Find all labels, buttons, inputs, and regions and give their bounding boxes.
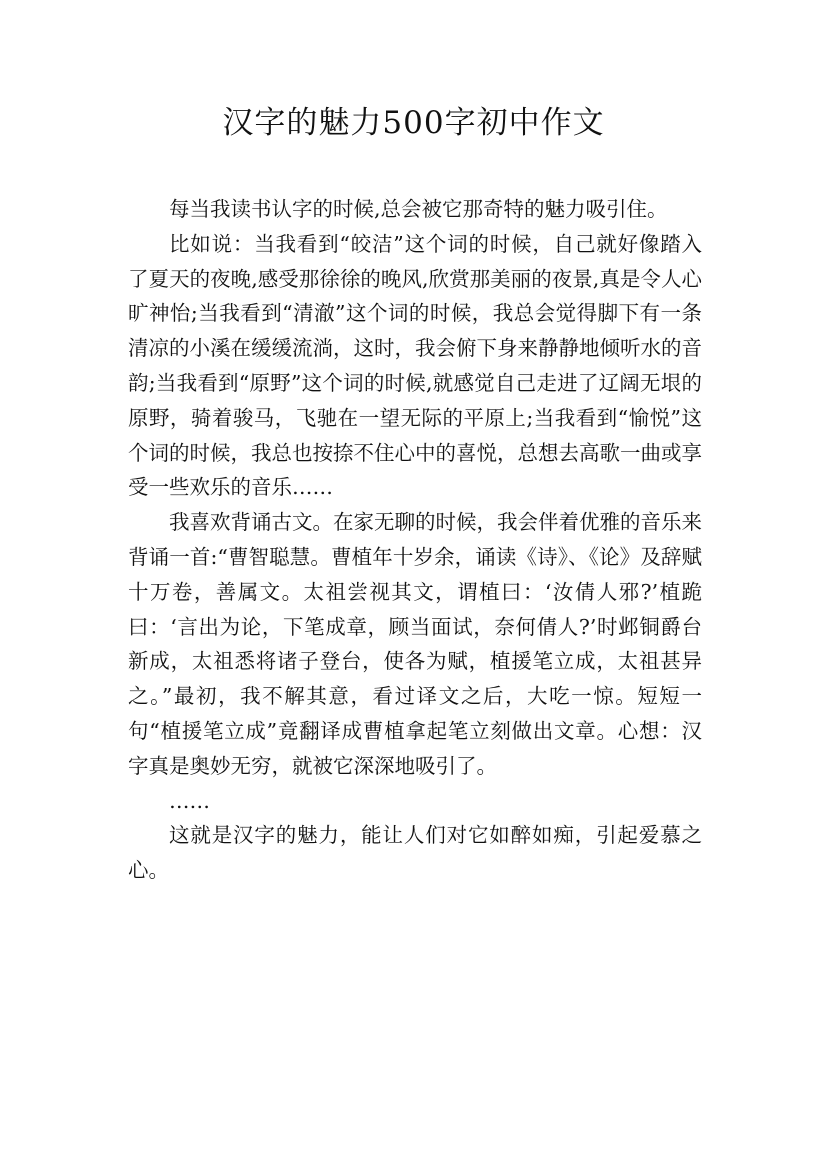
paragraph-classical-text: 我喜欢背诵古文。在家无聊的时候，我会伴着优雅的音乐来背诵一首:“曹智聪慧。曹植年十岁余，诵读《诗》、《论》及辞赋十万卷，善属文。太祖尝视其文，谓植曰：‘汝倩人邪?’植跪曰：‘言出为论，下笔成章，顾当面试，奈何倩人?’时邺铜爵台新成，太祖悉将诸子登台，使各为赋，植援笔立成，太祖甚异之。”最初，我不解其意，看过译文之后，大吃一惊。短短一句“植援笔立成”竟翻译成曹植拿起笔立刻做出文章。心想：汉字真是奥妙无穷，就被它深深地吸引了。 bbox=[128, 510, 702, 778]
paragraph-ellipsis: …… bbox=[169, 788, 210, 813]
paragraph-conclusion: 这就是汉字的魅力，能让人们对它如醉如痴，引起爱慕之心。 bbox=[128, 823, 702, 883]
paragraph-examples: 比如说：当我看到“皎洁”这个词的时候，自己就好像踏入了夏天的夜晚,感受那徐徐的晚风,欣赏那美丽的夜景,真是令人心旷神怡;当我看到“清澈”这个词的时候，我总会觉得脚下有一条清凉的小溪在缓缓流淌，这时，我会俯下身来静静地倾听水的音韵;当我看到“原野”这个词的时候,就感觉自己走进了辽阔无垠的原野，骑着骏马，飞驰在一望无际的平原上;当我看到“愉悦”这个词的时候，我总也按捺不住心中的喜悦，总想去高歌一曲或享受一些欢乐的音乐…… bbox=[128, 231, 702, 500]
document-body bbox=[128, 192, 702, 888]
paragraph-intro: 每当我读书认字的时候,总会被它那奇特的魅力吸引住。 bbox=[169, 197, 668, 221]
document-title: 汉字的魅力500字初中作文 bbox=[222, 105, 605, 141]
